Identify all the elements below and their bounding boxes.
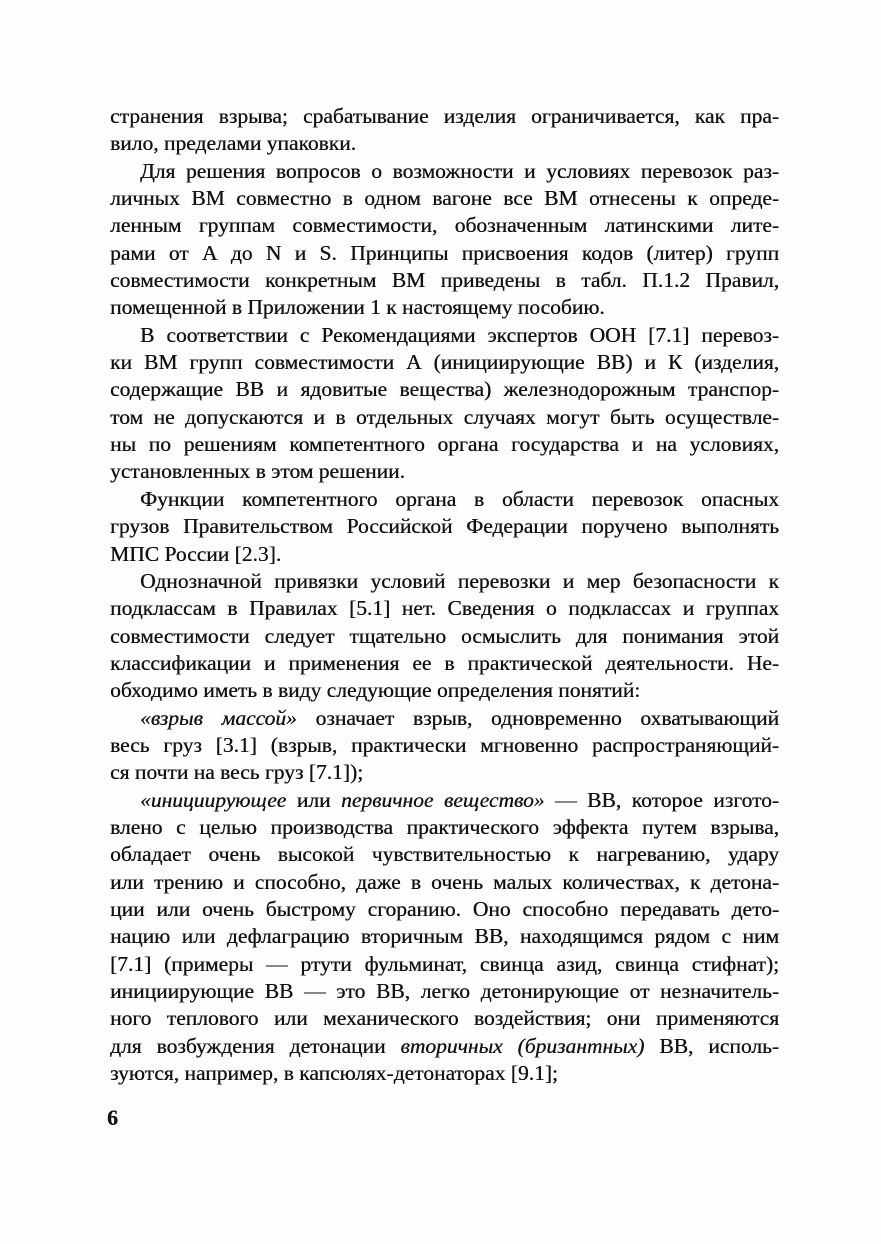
text-segment: ны по решениям компетентного органа государства и на условиях, — [110, 432, 779, 457]
text-segment: установленных в этом решении. — [110, 459, 405, 484]
text-segment: помещенной в Приложении 1 к настоящему пособию. — [110, 295, 605, 320]
text-segment: МПС России [2.3]. — [110, 541, 282, 566]
text-line — [110, 1060, 779, 1087]
page-number: 6 — [107, 1105, 118, 1130]
text-segment: ного теплового или механического воздействия; они применяются — [110, 1006, 779, 1031]
text-line — [110, 595, 779, 622]
text-line — [110, 841, 779, 868]
text-line — [110, 650, 779, 677]
text-line — [110, 568, 779, 595]
text-line — [110, 158, 779, 185]
paragraph — [110, 568, 779, 705]
text-line — [110, 705, 779, 732]
text-segment: странения взрыва; срабатывание изделия ограничивается, как пра- — [110, 104, 779, 128]
text-line — [110, 896, 779, 923]
italic-term: «инициирующее — [140, 787, 287, 812]
text-line — [110, 240, 779, 267]
paragraph — [110, 486, 779, 568]
text-line — [110, 951, 779, 978]
text-segment: или — [286, 787, 342, 812]
text-line — [110, 677, 779, 704]
text-line — [110, 376, 779, 403]
text-line — [110, 486, 779, 513]
text-segment: или трению и способно, даже в очень малых количествах, к детона- — [110, 869, 779, 894]
italic-term: первичное вещество» — [341, 787, 545, 812]
text-segment: Для решения вопросов о возможности и условиях перевозок раз- — [140, 158, 779, 183]
text-segment: обходимо иметь в виду следующие определения понятий: — [110, 678, 641, 703]
text-line — [110, 431, 779, 458]
text-line — [110, 322, 779, 349]
text-segment: совместимости следует тщательно осмыслить для понимания этой — [110, 623, 779, 648]
text-line — [110, 103, 779, 130]
text-segment: Функции компетентного органа в области перевозок опасных — [140, 486, 779, 511]
text-segment: классификации и применения ее в практической деятельности. Не- — [110, 650, 779, 675]
text-segment: личных ВМ совместно в одном вагоне все ВМ отнесены к опреде- — [110, 186, 779, 211]
text-line — [110, 349, 779, 376]
text-segment: том не допускаются и в отдельных случаях могут быть осуществле- — [110, 404, 779, 429]
text-segment: инициирующие ВВ — это ВВ, легко детонирующие от незначитель- — [110, 979, 779, 1003]
paragraph — [110, 322, 779, 486]
text-line — [110, 404, 779, 431]
text-line — [110, 814, 779, 841]
text-segment: ВВ, исполь- — [644, 1033, 779, 1058]
text-segment: [7.1] (примеры — ртути фульминат, свинца азид, свинца стифнат); — [110, 951, 779, 976]
text-segment: зуются, например, в капсюлях-детонаторах [9.1]; — [110, 1061, 558, 1086]
text-line — [110, 732, 779, 759]
text-block — [110, 103, 779, 1087]
text-line — [110, 541, 779, 568]
text-line — [110, 212, 779, 239]
text-segment: ки ВМ групп совместимости А (инициирующие ВВ) и К (изделия, — [110, 350, 779, 375]
text-segment: ся почти на весь груз [7.1]); — [110, 760, 364, 785]
text-segment: грузов Правительством Российской Федерации поручено выполнять — [110, 514, 779, 539]
text-segment: нацию или дефлаграцию вторичным ВВ, находящимся рядом с ним — [110, 924, 779, 949]
text-line — [110, 267, 779, 294]
text-segment: означает взрыв, одновременно охватывающий — [296, 705, 779, 730]
paragraph — [110, 705, 779, 787]
text-segment: совместимости конкретным ВМ приведены в табл. П.1.2 Правил, — [110, 268, 779, 293]
text-segment: влено с целью производства практического эффекта путем взрыва, — [110, 814, 779, 839]
text-segment: рами от А до N и S. Принципы присвоения кодов (литер) групп — [110, 240, 779, 265]
text-segment: содержащие ВВ и ядовитые вещества) железнодорожным транспор- — [110, 377, 779, 402]
text-line — [110, 1005, 779, 1032]
text-segment: ции или очень быстрому сгоранию. Оно способно передавать дето- — [110, 896, 779, 921]
italic-term: «взрыв массой» — [140, 705, 297, 730]
paragraph — [110, 787, 779, 1088]
text-segment: подклассам в Правилах [5.1] нет. Сведения о подклассах и группах — [110, 596, 779, 621]
text-line — [110, 130, 779, 157]
text-line — [110, 787, 779, 814]
text-line — [110, 513, 779, 540]
paragraph — [110, 103, 779, 158]
text-line — [110, 1033, 779, 1060]
text-segment: ленным группам совместимости, обозначенным латинскими лите- — [110, 213, 779, 238]
text-segment: весь груз [3.1] (взрыв, практически мгновенно распространяющий- — [110, 732, 779, 757]
text-line — [110, 978, 779, 1005]
text-segment: — ВВ, которое изгото- — [544, 787, 779, 812]
text-segment: для возбуждения детонации — [110, 1033, 401, 1058]
italic-term: вторичных (бризантных) — [400, 1033, 645, 1058]
text-line — [110, 185, 779, 212]
text-segment: обладает очень высокой чувствительностью к нагреванию, удару — [110, 842, 779, 867]
paragraph — [110, 158, 779, 322]
text-line — [110, 759, 779, 786]
text-segment: Однозначной привязки условий перевозки и мер безопасности к — [140, 568, 779, 593]
text-line — [110, 623, 779, 650]
text-line — [110, 923, 779, 950]
text-line — [110, 458, 779, 485]
text-segment: В соответствии с Рекомендациями экспертов ООН [7.1] перевоз- — [140, 322, 779, 347]
text-line — [110, 294, 779, 321]
text-line — [110, 869, 779, 896]
text-segment: вило, пределами упаковки. — [110, 131, 357, 156]
